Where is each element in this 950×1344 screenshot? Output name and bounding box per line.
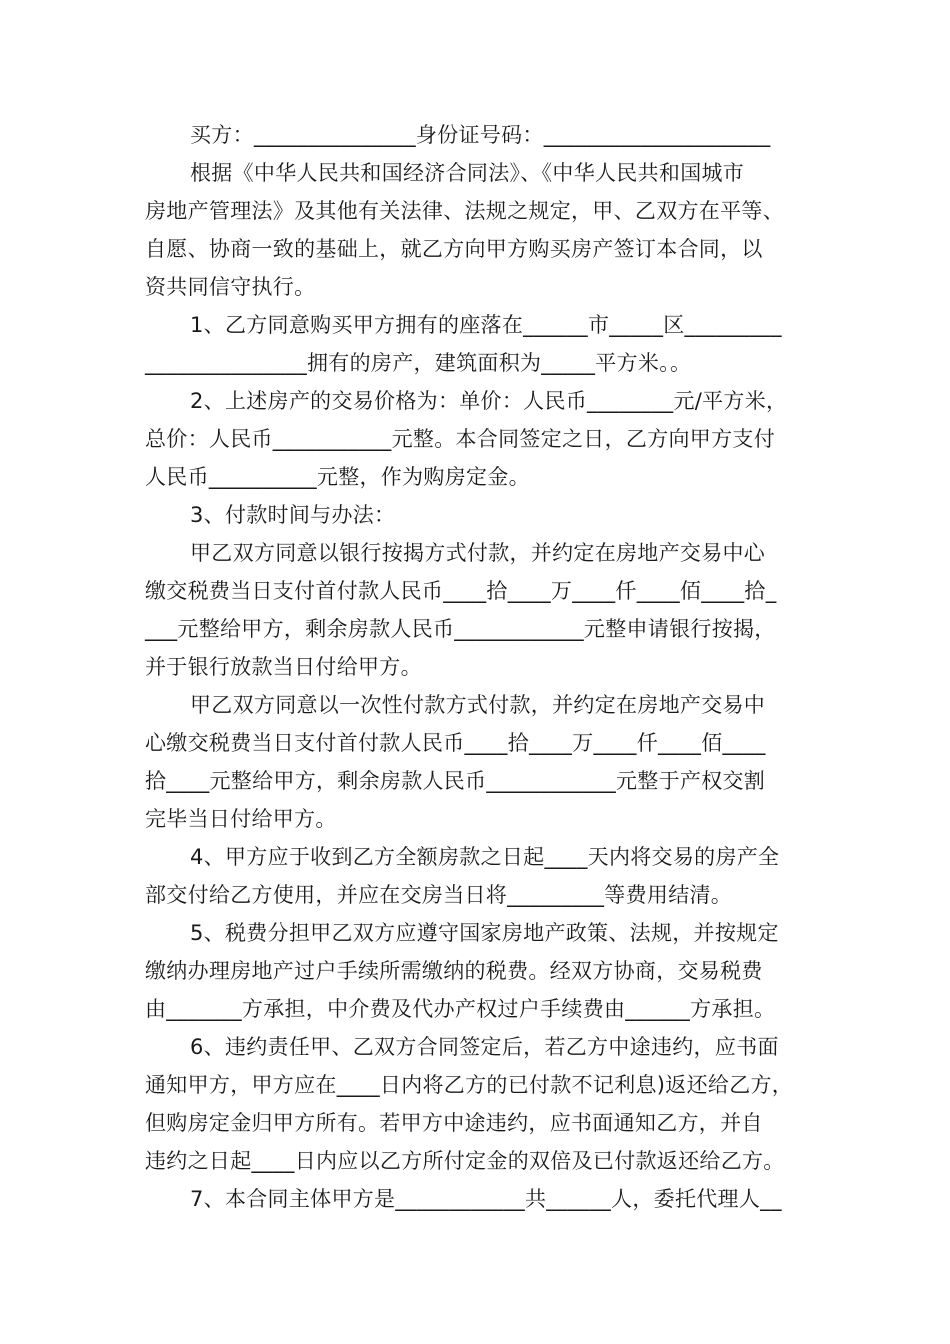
- clause-6-line: 但购房定金归甲方所有。若甲方中途违约，应书面通知乙方，并自: [145, 1111, 763, 1135]
- clause-6-line: 6、违约责任甲、乙双方合同签定后，若乙方中途违约，应书面: [190, 1035, 779, 1059]
- clause-2-line: 总价：人民币___________元整。本合同签定之日，乙方向甲方支付: [145, 427, 775, 451]
- clause-6-line: 违约之日起____日内应以乙方所付定金的双倍及已付款返还给乙方。: [145, 1149, 785, 1173]
- buyer-line: 买方：_______________身份证号码：_____________________: [190, 123, 771, 147]
- mortgage-payment-line: ___元整给甲方，剩余房款人民币____________元整申请银行按揭，: [145, 617, 776, 641]
- clause-1-line: _______________拥有的房产，建筑面积为_____平方米。。: [145, 351, 692, 375]
- contract-body: [145, 116, 810, 1218]
- mortgage-payment-line: 并于银行放款当日付给甲方。: [145, 655, 422, 679]
- clause-7-line: 7、本合同主体甲方是____________共______人，委托代理人__: [190, 1187, 782, 1211]
- preamble-line: 自愿、协商一致的基础上，就乙方向甲方购买房产签订本合同，以: [145, 237, 763, 261]
- clause-5-line: 缴纳办理房地产过户手续所需缴纳的税费。经双方协商，交易税费: [145, 959, 763, 983]
- lump-sum-payment-line: 心缴交税费当日支付首付款人民币____拾____万____仟____佰____: [145, 731, 766, 755]
- clause-5-line: 由_______方承担，中介费及代办产权过户手续费由______方承担。: [145, 997, 776, 1021]
- lump-sum-payment-line: 甲乙双方同意以一次性付款方式付款，并约定在房地产交易中: [190, 693, 766, 717]
- clause-2-line: 人民币__________元整，作为购房定金。: [145, 465, 530, 489]
- preamble-line: 资共同信守执行。: [145, 275, 316, 299]
- preamble-line: 根据《中华人民共和国经济合同法》、《中华人民共和国城市: [190, 161, 745, 185]
- lump-sum-payment-line: 拾____元整给甲方，剩余房款人民币____________元整于产权交割: [145, 769, 766, 793]
- clause-2-line: 2、上述房产的交易价格为：单价：人民币________元/平方米，: [190, 389, 788, 413]
- clause-4-line: 部交付给乙方使用，并应在交房当日将_________等费用结清。: [145, 883, 733, 907]
- clause-1-line: 1、乙方同意购买甲方拥有的座落在______市_____区_________: [190, 313, 782, 337]
- clause-6-line: 通知甲方，甲方应在____日内将乙方的已付款不记利息)返还给乙方，: [145, 1073, 794, 1097]
- clause-4-line: 4、甲方应于收到乙方全额房款之日起____天内将交易的房产全: [190, 845, 780, 869]
- preamble-line: 房地产管理法》及其他有关法律、法规之规定，甲、乙双方在平等、: [145, 199, 784, 223]
- lump-sum-payment-line: 完毕当日付给甲方。: [145, 807, 337, 831]
- mortgage-payment-line: 甲乙双方同意以银行按揭方式付款，并约定在房地产交易中心: [190, 541, 766, 565]
- mortgage-payment-line: 缴交税费当日支付首付款人民币____拾____万____仟____佰____拾_: [145, 579, 777, 603]
- clause-3-heading: 3、付款时间与办法：: [190, 503, 396, 527]
- clause-5-line: 5、税费分担甲乙双方应遵守国家房地产政策、法规，并按规定: [190, 921, 779, 945]
